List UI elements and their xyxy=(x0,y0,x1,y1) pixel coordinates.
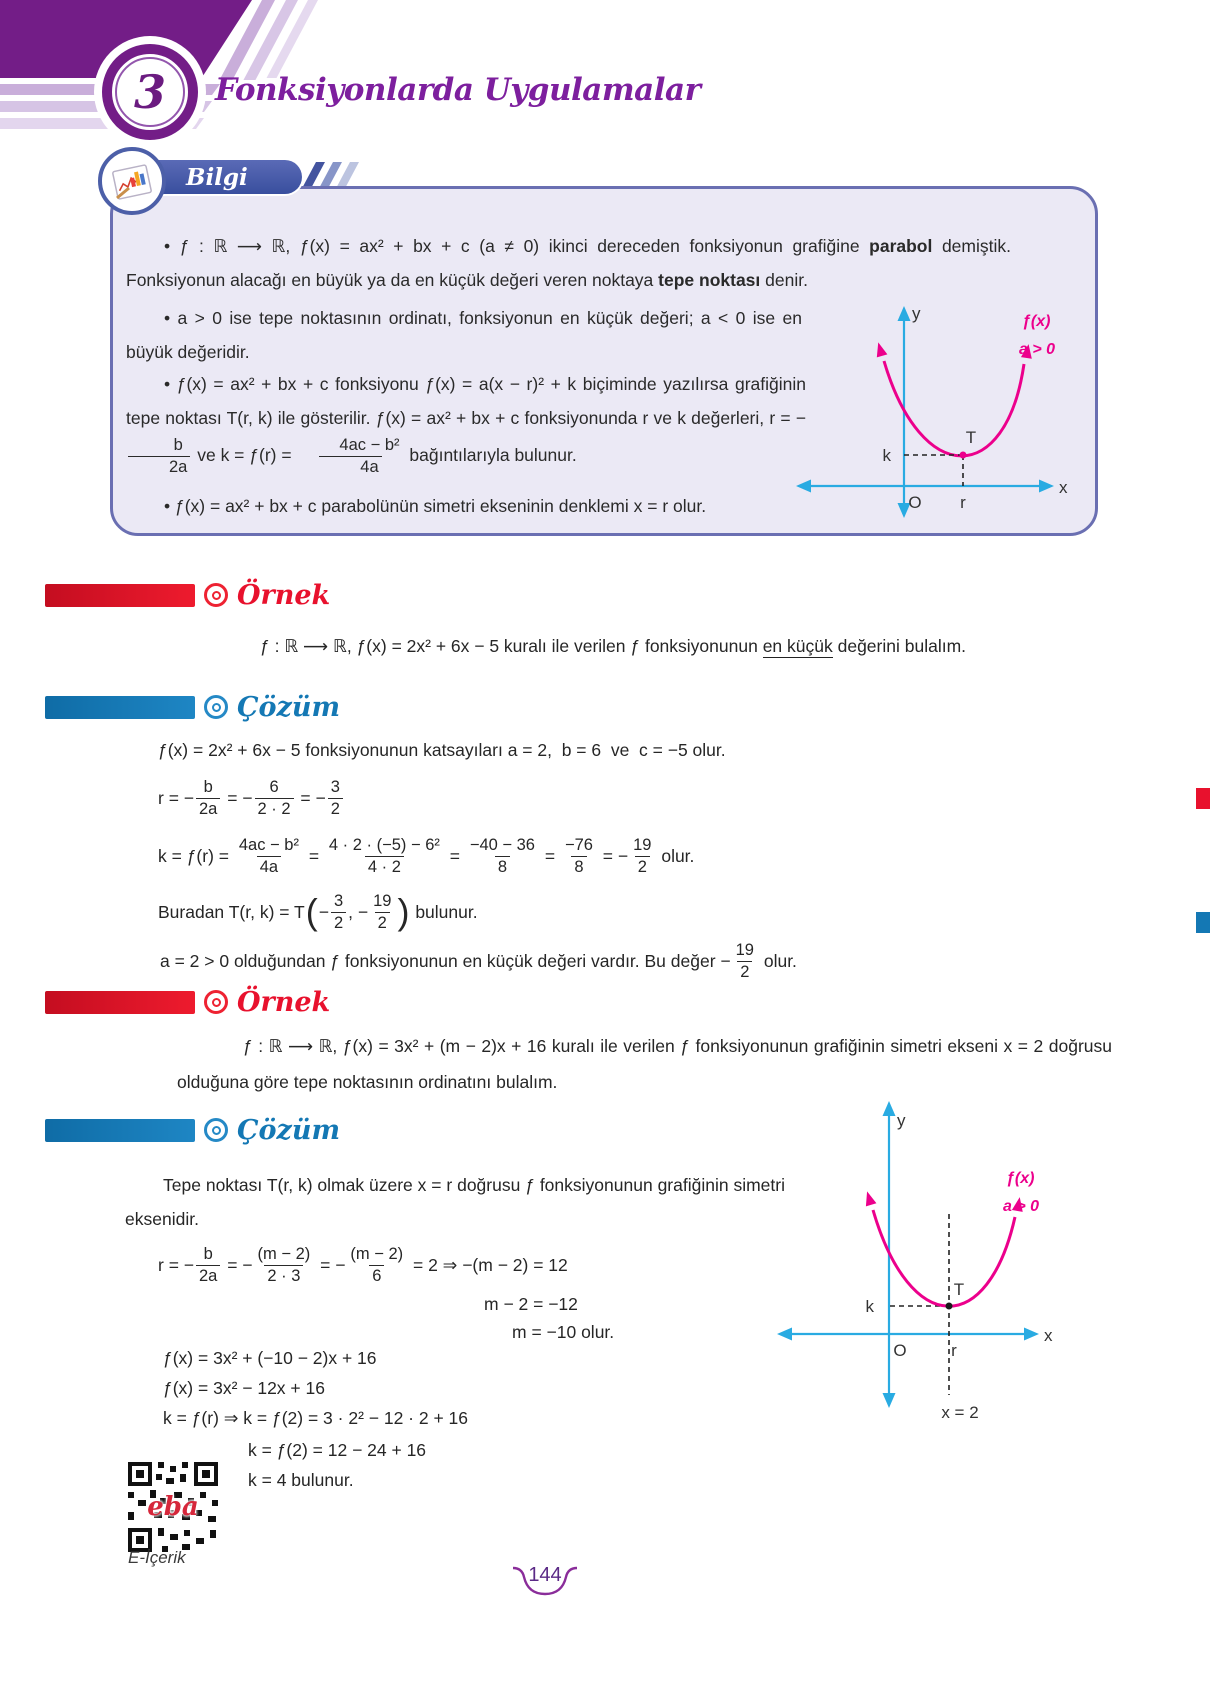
solution1-r-formula: r = − $\frac{b}{2a}$ = − $\frac{6}{2 \cdot 2}$ = − $\frac{3}{2}$ xyxy=(158,772,345,824)
page-number-widget xyxy=(435,1554,655,1604)
info-paragraph-1: • ƒ : ℝ ⟶ ℝ, ƒ(x) = ax² + bx + c (a ≠ 0) ikinci dereceden fonksiyonun grafiğine parabol demiştik. Fonksiyonun alacağı en büyük ya da en küçük değeri veren noktaya tepe noktası denir. xyxy=(126,236,1011,290)
example2-header xyxy=(45,988,330,1016)
y-axis-down-arrow-icon xyxy=(883,1393,896,1408)
solution-header-bar xyxy=(45,1119,195,1142)
example-heading: Örnek xyxy=(237,986,331,1018)
bilgi-badge xyxy=(152,160,302,194)
vertex-point xyxy=(960,452,967,459)
condition-label: a > 0 xyxy=(1003,1198,1040,1215)
y-axis-label: y xyxy=(912,304,921,323)
condition-label: a > 0 xyxy=(1019,341,1056,358)
x-axis-left-arrow-icon xyxy=(777,1328,792,1341)
bilgi-badge-label: Bilgi xyxy=(186,163,248,191)
x-axis-label: x xyxy=(1044,1326,1053,1345)
curve-label: ƒ(x) xyxy=(1006,1170,1035,1187)
parabola-curve xyxy=(873,1210,1015,1306)
example-heading: Örnek xyxy=(237,579,331,611)
solution2-header xyxy=(45,1116,340,1144)
chapter-number-inner-ring xyxy=(115,57,185,127)
solution2-line: k = 4 bulunur. xyxy=(248,1470,354,1490)
target-rings-icon xyxy=(204,1118,228,1142)
vertex-point xyxy=(946,1303,953,1310)
vertex-label: T xyxy=(965,428,977,447)
solution-header-bar xyxy=(45,696,195,719)
target-rings-icon xyxy=(204,990,228,1014)
r-label: r xyxy=(951,1341,957,1360)
solution2-r-formula: r = − $\frac{b}{2a}$ = − $\frac{(m - 2)}{2 \cdot 3}$ = − $\frac{(m - 2)}{6}$ = 2 ⇒ −(m − 2) = 12 xyxy=(158,1244,568,1285)
chapter-number-badge xyxy=(102,44,198,140)
parabola-graph-2 xyxy=(770,1082,1066,1430)
solution2-line: ƒ(x) = 3x² − 12x + 16 xyxy=(163,1378,325,1398)
k-label: k xyxy=(865,1297,874,1316)
example2-statement: ƒ : ℝ ⟶ ℝ, ƒ(x) = 3x² + (m − 2)x + 16 kuralı ile verilen ƒ fonksiyonunun grafiğinin simetri ekseni x = 2 doğrusu olduğuna göre tepe noktasının ordinatını bulalım. xyxy=(177,1036,1112,1092)
page-number: 144 xyxy=(528,1564,562,1586)
solution2-line: k = ƒ(2) = 12 − 24 + 16 xyxy=(248,1440,427,1460)
margin-marker-red xyxy=(1196,788,1210,809)
r-label: r xyxy=(960,493,966,512)
solution-heading: Çözüm xyxy=(237,1114,341,1146)
solution-heading: Çözüm xyxy=(237,691,341,723)
curve-label: ƒ(x) xyxy=(1022,313,1051,330)
target-rings-icon xyxy=(204,695,228,719)
example1-header xyxy=(45,581,330,609)
example-header-bar xyxy=(45,584,195,607)
margin-marker-blue xyxy=(1196,912,1210,933)
y-axis-up-arrow-icon xyxy=(883,1101,896,1116)
x-axis-right-arrow-icon xyxy=(1024,1328,1039,1341)
k-label: k xyxy=(882,446,891,465)
info-box xyxy=(110,186,1098,536)
solution2-intro: Tepe noktası T(r, k) olmak üzere x = r doğrusu ƒ fonksiyonunun grafiğinin simetri eksenidir. xyxy=(125,1175,785,1229)
solution1-coefficients-line: ƒ(x) = 2x² + 6x − 5 fonksiyonunun katsayıları a = 2, b = 6 ve c = −5 olur. xyxy=(158,740,726,760)
target-rings-icon xyxy=(204,583,228,607)
solution2-line: ƒ(x) = 3x² + (−10 − 2)x + 16 xyxy=(163,1348,377,1368)
chapter-number: 3 xyxy=(133,65,166,119)
solution1-vertex-formula: Buradan T(r, k) = T ( − $\frac{3}{2}$ , − $\frac{19}{2}$ ) bulunur. xyxy=(158,891,478,932)
solution1-conclusion: a = 2 > 0 olduğundan ƒ fonksiyonunun en küçük değeri vardır. Bu değer − $\frac{19}{2}$ olur. xyxy=(160,940,797,981)
eba-logo: eba xyxy=(147,1492,199,1522)
notebook-chart-icon xyxy=(109,158,155,204)
info-paragraph-4: • ƒ(x) = ax² + bx + c parabolünün simetri ekseninin denklemi x = r olur. xyxy=(164,496,707,516)
origin-label: O xyxy=(908,493,922,512)
x-axis-label: x xyxy=(1059,478,1068,497)
vertex-label: T xyxy=(953,1280,965,1299)
solution2-step1: m − 2 = −12 xyxy=(484,1294,578,1314)
y-axis-label: y xyxy=(897,1111,906,1130)
origin-label: O xyxy=(893,1341,907,1360)
x-axis-right-arrow-icon xyxy=(1039,480,1054,493)
page-title: Fonksiyonlarda Uygulamalar xyxy=(215,72,701,108)
solution1-k-formula: k = ƒ(r) = $\frac{\text{4ac − b²}}{4a}$ = $\frac{\text{4 · 2 · (−5) − 6²}}{4 \cdot 2}$ = $\frac{-40 - 36}{8}$ = $\frac{-76}{8}$ = − $\frac{19}{2}$ olur. xyxy=(158,835,695,876)
solution2-line: k = ƒ(r) ⇒ k = ƒ(2) = 3 · 2² − 12 · 2 + 16 xyxy=(163,1408,469,1428)
y-axis-up-arrow-icon xyxy=(898,306,911,321)
solution2-step2: m = −10 olur. xyxy=(512,1322,615,1342)
example-header-bar xyxy=(45,991,195,1014)
symmetry-axis-label: x = 2 xyxy=(941,1403,979,1422)
x-axis-left-arrow-icon xyxy=(796,480,811,493)
econtent-label: E-İçerik xyxy=(128,1548,186,1567)
example1-statement: ƒ : ℝ ⟶ ℝ, ƒ(x) = 2x² + 6x − 5 kuralı ile verilen ƒ fonksiyonunun en küçük değerini bulalım. xyxy=(260,636,967,656)
info-paragraph-2: • a > 0 ise tepe noktasının ordinatı, fonksiyonun en küçük değeri; a < 0 ise en büyük değeridir. xyxy=(126,308,802,362)
parabola-graph-1 xyxy=(791,269,1087,525)
qr-code xyxy=(126,1460,220,1554)
solution1-header xyxy=(45,693,340,721)
info-paragraph-3: • ƒ(x) = ax² + bx + c fonksiyonu ƒ(x) = a(x − r)² + k biçiminde yazılırsa grafiğinin tepe noktası T(r, k) ile gösterilir. ƒ(x) = ax² + bx + c fonksiyonunda r ve k değerleri, r = − $\frac{b}{2a}$ ve k = ƒ(r) = $\frac{\text{4ac − b²}}{4a}$ bağıntılarıyla bulunur. xyxy=(126,374,806,476)
bilgi-icon xyxy=(98,147,166,215)
